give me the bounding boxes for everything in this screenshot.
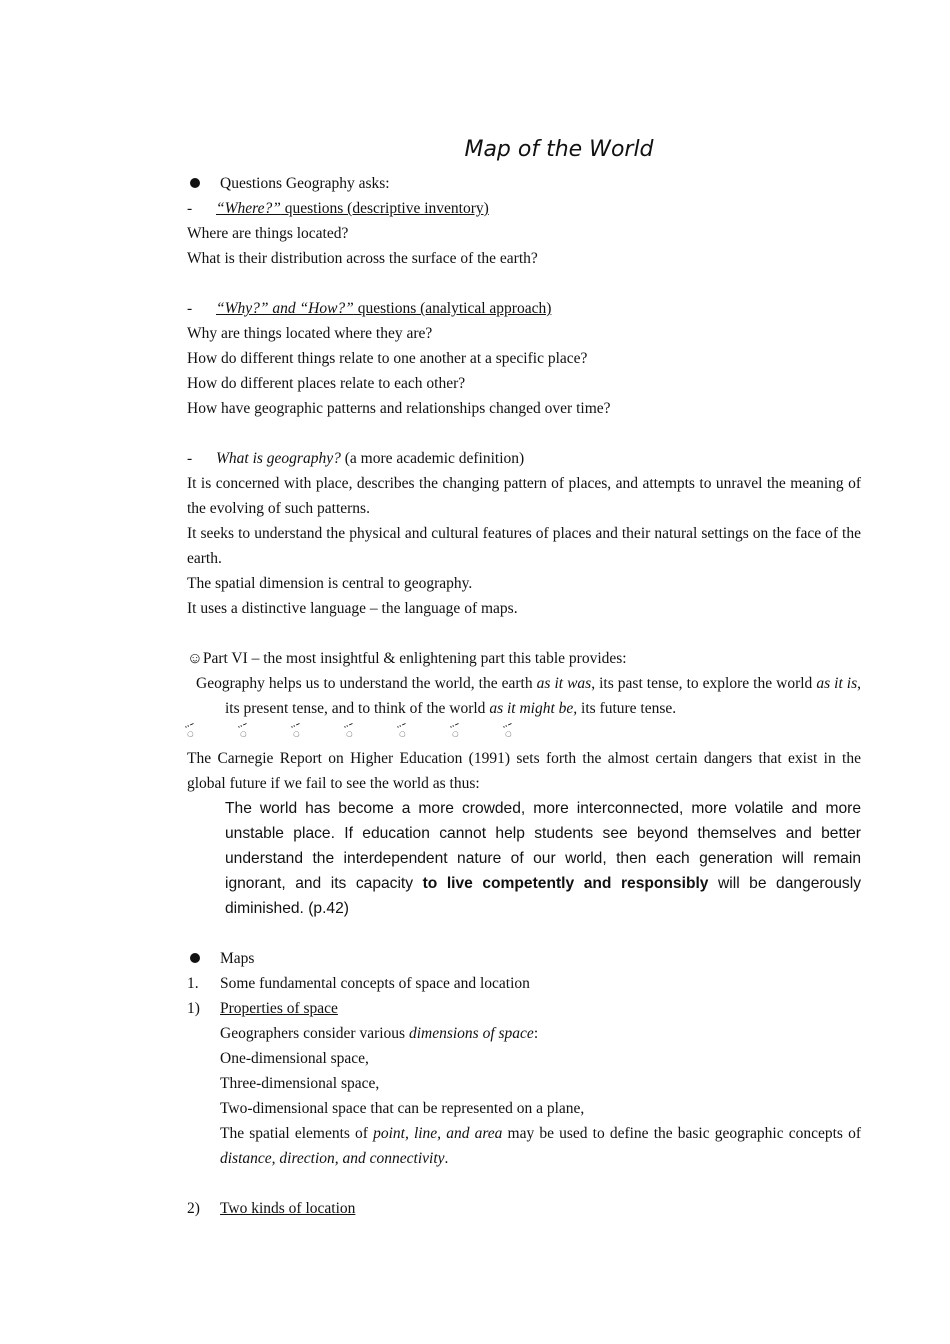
- part6-paragraph: Geography helps us to understand the world, the earth as it was, its past tense, to explore the world as it is, its present tense, and to think of the world as it might be, its future tense.: [196, 675, 862, 717]
- dash-marker: -: [187, 200, 193, 217]
- ornament-icon: ꪾ: [399, 726, 406, 741]
- properties-body: Geographers consider various dimensions of space: One-dimensional space, Three-dimensional space, Two-dimensional space that can be represented on a plane, The spatial elements of point, line, and area may be used to define the basic geographic concepts of distance, direction, and connectivity.: [220, 1021, 861, 1171]
- ornament-row: [187, 721, 861, 746]
- carnegie-paragraph: The Carnegie Report on Higher Education (1991) sets forth the almost certain dangers that exist in the global future if we fail to see the world as thus:: [187, 750, 861, 792]
- bullet-icon: [190, 178, 200, 188]
- page-title: Map of the World: [464, 137, 654, 162]
- whatis-rest: (a more academic definition): [340, 450, 525, 467]
- paragraph: The spatial elements of point, line, and area may be used to define the basic geographic concepts of distance, direction, and connectivity.: [220, 1125, 861, 1167]
- bullet-icon: [190, 953, 200, 963]
- ornament-icon: ꪾ: [187, 726, 194, 741]
- maps-heading: Maps: [220, 950, 255, 967]
- sub-item-location: 2) Two kinds of location: [187, 1200, 356, 1217]
- why-heading: [187, 296, 861, 321]
- where-rest: questions (descriptive inventory): [280, 200, 489, 217]
- text-line: How do different things relate to one another at a specific place?: [187, 350, 588, 367]
- why-italic: “Why?” and “How?”: [216, 300, 354, 317]
- part6-heading: [187, 646, 861, 671]
- ornament-icon: ꪾ: [505, 726, 512, 741]
- block-quote: The world has become a more crowded, more interconnected, more volatile and more unstable place. If education cannot help students see beyond themselves and better understand the interdependent nature of our world, then each generation will remain ignorant, and its capacity to live competently and responsibly will be dangerously diminished. (p.42): [225, 800, 861, 917]
- ornament-icon: ꪾ: [346, 726, 353, 741]
- questions-heading: Questions Geography asks:: [220, 175, 390, 192]
- ornament-icon: ꪾ: [452, 726, 459, 741]
- text-line: Where are things located?: [187, 225, 349, 242]
- text-line: Three-dimensional space,: [220, 1075, 380, 1092]
- text-line: Two-dimensional space that can be represented on a plane,: [220, 1100, 585, 1117]
- part6-heading-text: Part VI – the most insightful & enlightening part this table provides:: [202, 650, 627, 667]
- text-line: The spatial dimension is central to geography.: [187, 575, 473, 592]
- text-line: How have geographic patterns and relationships changed over time?: [187, 400, 611, 417]
- bullet-item-maps: [187, 946, 861, 971]
- text-line: How do different places relate to each other?: [187, 375, 466, 392]
- where-italic: “Where?”: [216, 200, 281, 217]
- why-rest: questions (analytical approach): [353, 300, 552, 317]
- document-body: [187, 135, 861, 1221]
- where-heading: [187, 196, 861, 221]
- bullet-item-questions: [187, 171, 861, 196]
- text-line: It uses a distinctive language – the language of maps.: [187, 600, 518, 617]
- paragraph: It is concerned with place, describes the changing pattern of places, and attempts to unravel the meaning of the evolving of such patterns.: [187, 475, 861, 517]
- text-line: What is their distribution across the surface of the earth?: [187, 250, 538, 267]
- text-line: One-dimensional space,: [220, 1050, 369, 1067]
- sub-item-properties: 1) Properties of space: [187, 1000, 338, 1017]
- dash-marker: -: [187, 450, 193, 467]
- ornament-icon: ꪾ: [293, 726, 300, 741]
- text-line: Why are things located where they are?: [187, 325, 433, 342]
- paragraph: It seeks to understand the physical and cultural features of places and their natural settings on the face of the earth.: [187, 525, 861, 567]
- smiley-icon: ☺: [187, 650, 203, 667]
- numbered-item-1: 1. Some fundamental concepts of space and location: [187, 975, 530, 992]
- whatis-italic: What is geography?: [216, 450, 341, 467]
- whatis-heading: [187, 446, 861, 471]
- ornament-icon: ꪾ: [240, 726, 247, 741]
- dash-marker: -: [187, 300, 193, 317]
